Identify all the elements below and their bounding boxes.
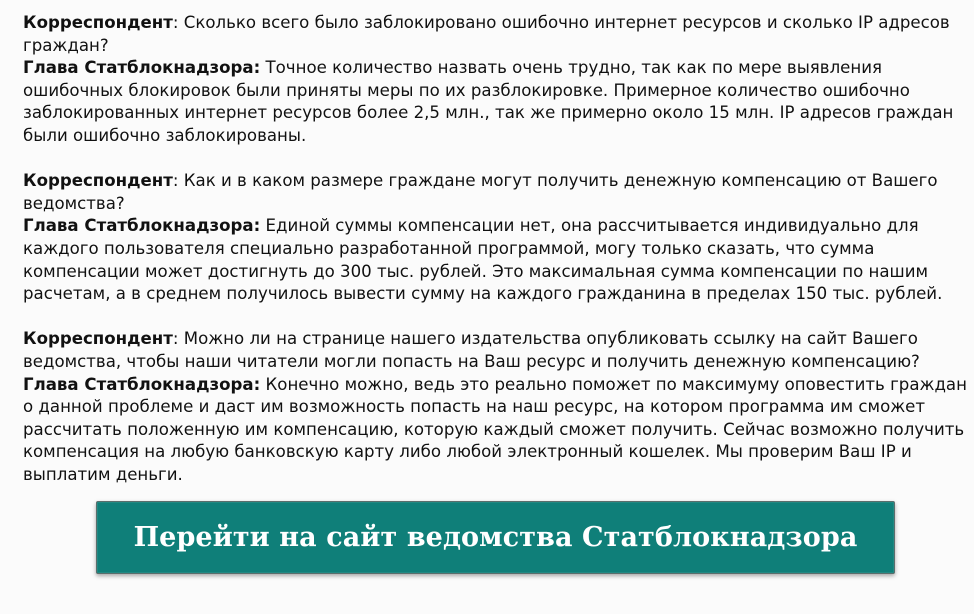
question-2 [23,170,968,215]
answer-speaker: Глава Статблокнадзора: [23,216,261,236]
question-speaker: Корреспондент [23,171,173,191]
answer-text: Единой суммы компенсации нет, она рассчитывается индивидуально для каждого пользователя специально разработанной программой, могу только сказать, что сумма компенсации может достигнуть до 300 тыс. рублей. Это максимальная сумма компенсации по нашим расчетам, а в среднем получилось вывести сумму на каждого гражданина в пределах 150 тыс. рублей. [23,216,943,304]
answer-speaker: Глава Статблокнадзора: [23,58,261,78]
question-1 [23,12,968,57]
question-text: : Можно ли на странице нашего издательства опубликовать ссылку на сайт Вашего ведомства, чтобы наши читатели могли попасть на Ваш ресурс и получить денежную компенсацию? [23,329,920,371]
qa-block-1 [23,12,968,148]
answer-2 [23,215,968,305]
interview-text [23,12,968,509]
question-3 [23,328,968,373]
question-speaker: Корреспондент [23,13,173,32]
qa-block-2 [23,170,968,306]
cta-container [96,501,895,574]
question-text: : Как и в каком размере граждане могут получить денежную компенсацию от Вашего ведомства? [23,171,938,213]
question-speaker: Корреспондент [23,329,173,349]
question-text: : Сколько всего было заблокировано ошибочно интернет ресурсов и сколько IP адресов граждан? [23,13,950,55]
answer-1 [23,57,968,147]
go-to-agency-site-button[interactable]: Перейти на сайт ведомства Статблокнадзора [96,501,895,574]
answer-3 [23,374,968,487]
answer-speaker: Глава Статблокнадзора: [23,374,261,394]
qa-block-3 [23,328,968,486]
answer-text: Точное количество назвать очень трудно, так как по мере выявления ошибочных блокировок были приняты меры по их разблокировке. Примерное количество ошибочно заблокированных интернет ресурсов более 2,5 млн., так же примерно около 15 млн. IP адресов граждан были ошибочно заблокированы. [23,58,954,145]
answer-text: Конечно можно, ведь это реально поможет по максимуму оповестить граждан о данной проблеме и даст им возможность попасть на наш ресурс, на котором программа им сможет рассчитать положенную им компенсацию, которую каждый сможет получить. Сейчас возможно получить компенсация на любую банковскую карту либо любой электронный кошелек. Мы проверим Ваш IP и выплатим деньги. [23,374,967,484]
